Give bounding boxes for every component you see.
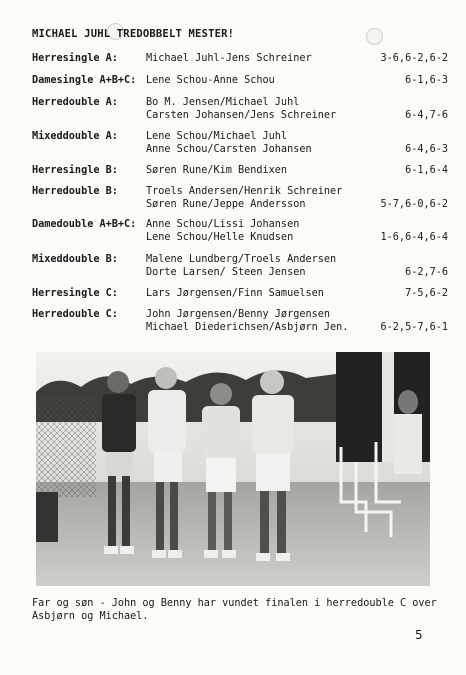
players-line: Michael Diederichsen/Asbjørn Jen. — [146, 321, 349, 333]
result-row — [32, 219, 452, 244]
category-label: Herresingle C: — [32, 288, 118, 299]
page-number: 5 — [415, 628, 423, 642]
category-label: Mixeddouble A: — [32, 131, 118, 142]
score: 6-1,6-3 — [405, 75, 448, 86]
players-line: Bo M. Jensen/Michael Juhl — [146, 97, 300, 108]
players-line: Michael Juhl-Jens Schreiner — [146, 53, 312, 64]
score: 1-6,6-4,6-4 — [380, 231, 448, 243]
result-row — [32, 131, 452, 156]
score: 5-7,6-0,6-2 — [380, 198, 448, 210]
score: 6-4,6-3 — [405, 143, 448, 155]
players-line: Lene Schou/Michael Juhl — [146, 131, 288, 142]
category-label: Herredouble B: — [32, 186, 118, 197]
score: 6-2,5-7,6-1 — [380, 321, 448, 333]
players-line: Dorte Larsen/ Steen Jensen — [146, 266, 306, 278]
score: 6-1,6-4 — [405, 165, 448, 176]
players-line: Søren Rune/Kim Bendixen — [146, 165, 288, 176]
players-line: Malene Lundberg/Troels Andersen — [146, 254, 337, 265]
players-line: Anne Schou/Lissi Johansen — [146, 219, 300, 230]
team-photo — [36, 352, 430, 586]
result-row — [32, 97, 452, 122]
score: 7-5,6-2 — [405, 288, 448, 299]
category-label: Herresingle B: — [32, 165, 118, 176]
players-line: Søren Rune/Jeppe Andersson — [146, 198, 306, 210]
category-label: Damedouble A+B+C: — [32, 219, 137, 230]
category-label: Damesingle A+B+C: — [32, 75, 137, 86]
photo-caption: Far og søn - John og Benny har vundet finalen i herredouble C over Asbjørn og Michael. — [32, 598, 437, 622]
result-row — [32, 254, 452, 279]
category-label: Mixeddouble B: — [32, 254, 118, 265]
players-line: Lars Jørgensen/Finn Samuelsen — [146, 288, 324, 299]
players-line: Troels Andersen/Henrik Schreiner — [146, 186, 343, 197]
players-line: Carsten Johansen/Jens Schreiner — [146, 109, 337, 121]
category-label: Herredouble C: — [32, 309, 118, 320]
result-row — [32, 186, 452, 211]
result-row — [32, 309, 452, 334]
page-title: MICHAEL JUHL TREDOBBELT MESTER! — [32, 28, 235, 40]
players-line: John Jørgensen/Benny Jørgensen — [146, 309, 331, 320]
category-label: Herredouble A: — [32, 97, 118, 108]
punch-hole-right — [366, 28, 383, 45]
score: 3-6,6-2,6-2 — [380, 53, 448, 64]
players-line: Lene Schou-Anne Schou — [146, 75, 275, 86]
score: 6-2,7-6 — [405, 266, 448, 278]
score: 6-4,7-6 — [405, 109, 448, 121]
players-line: Anne Schou/Carsten Johansen — [146, 143, 312, 155]
category-label: Herresingle A: — [32, 53, 118, 64]
players-line: Lene Schou/Helle Knudsen — [146, 231, 294, 243]
